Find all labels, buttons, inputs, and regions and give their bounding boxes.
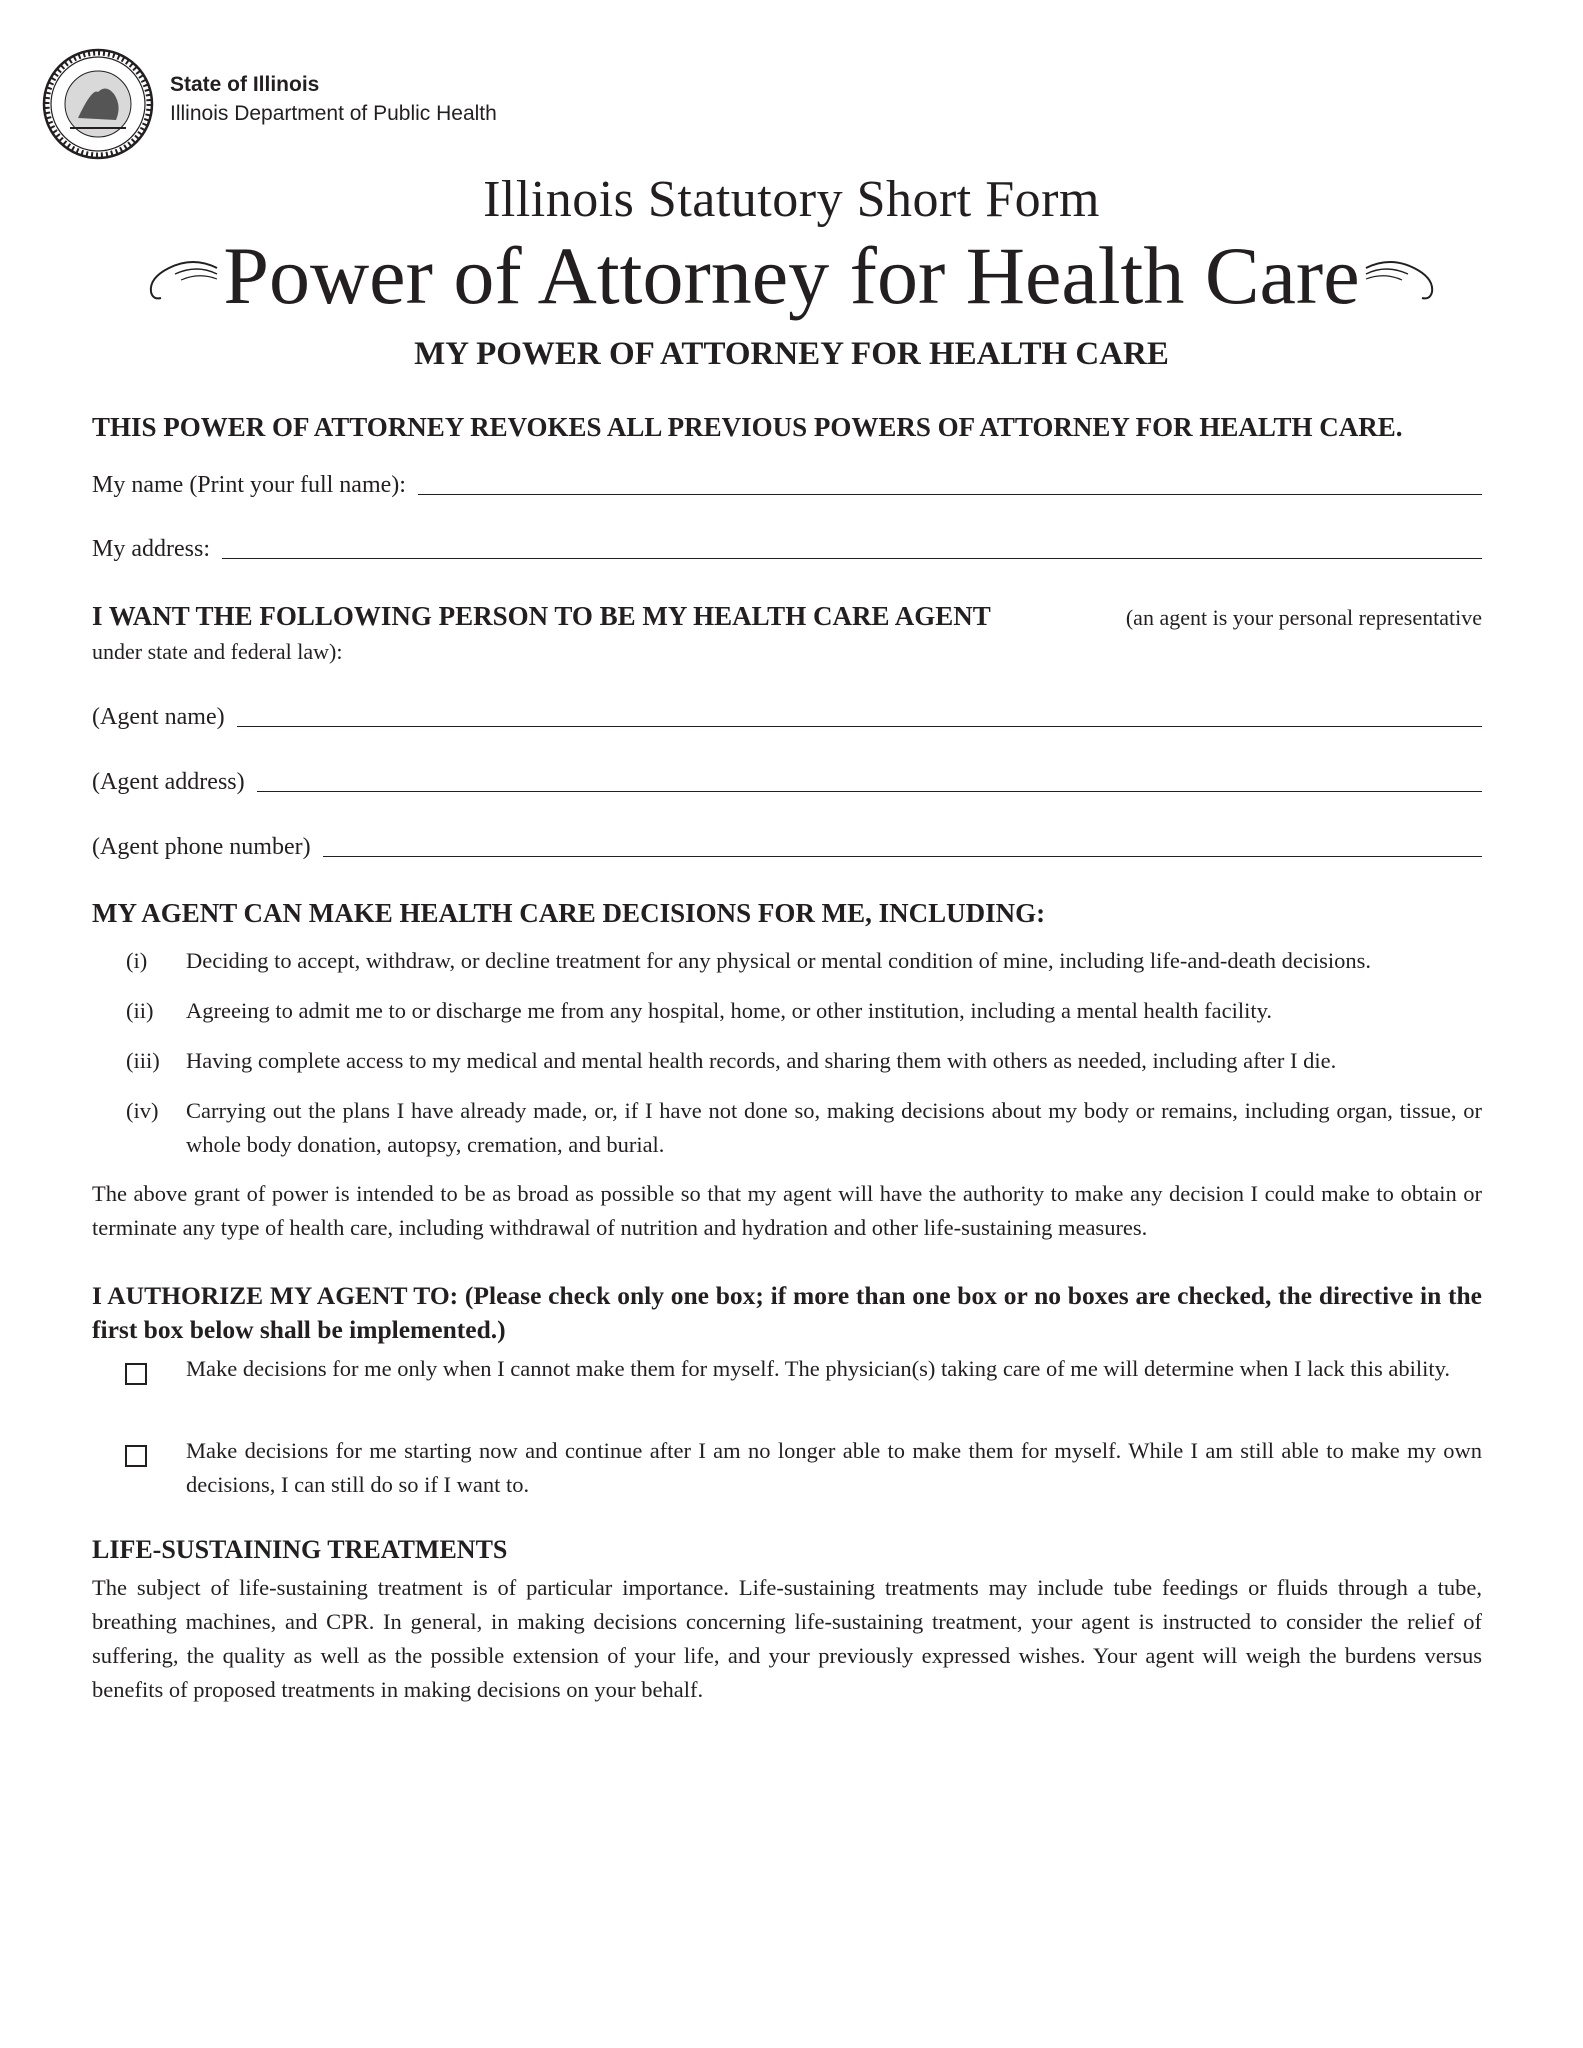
agent-phone-field[interactable] — [92, 832, 1482, 861]
option-1-checkbox[interactable] — [125, 1363, 147, 1385]
life-sustaining-heading: LIFE-SUSTAINING TREATMENTS — [92, 1535, 508, 1564]
decision-text: Deciding to accept, withdraw, or decline treatment for any physical or mental condition of mine, including life-and-death decisions. — [186, 948, 1372, 973]
illinois-state-seal — [42, 48, 154, 160]
department-name: Illinois Department of Public Health — [170, 102, 497, 125]
agent-phone-line[interactable] — [323, 832, 1482, 857]
agent-phone-label: (Agent phone number) — [92, 834, 311, 860]
revocation-statement: THIS POWER OF ATTORNEY REVOKES ALL PREVIOUS POWERS OF ATTORNEY FOR HEALTH CARE. — [92, 412, 1403, 442]
decision-number: (iv) — [126, 1098, 159, 1123]
option-1-text: Make decisions for me only when I cannot make them for myself. The physician(s) taking care of me will determine when I lack this ability. — [186, 1356, 1450, 1381]
left-flourish-icon — [141, 254, 221, 304]
principal-name-field[interactable] — [92, 470, 1482, 499]
life-sustaining-paragraph: The subject of life-sustaining treatment is of particular importance. Life-sustaining treatments may include tube feedings or fluids through a tube, breathing machines, and CPR. In general, in making decisions concerning life-sustaining treatment, your agent is instructed to consider the relief of suffering, the quality as well as the possible extension of your life, and your previously expressed wishes. Your agent will weigh the burdens versus benefits of proposed treatments in making decisions on your behalf. — [92, 1575, 1482, 1702]
principal-name-line[interactable] — [418, 470, 1482, 495]
principal-address-line[interactable] — [222, 534, 1482, 559]
agent-heading-block — [92, 601, 1482, 669]
grant-paragraph: The above grant of power is intended to be as broad as possible so that my agent will have the authority to make any decision I could make to obtain or terminate any type of health care, including withdrawal of nutrition and hydration and other life-sustaining measures. — [92, 1181, 1482, 1240]
option-2-text: Make decisions for me starting now and continue after I am no longer able to make them for myself. While I am still able to make my own decisions, I can still do so if I want to. — [186, 1438, 1482, 1497]
decision-text: Carrying out the plans I have already made, or, if I have not done so, making decisions about my body or remains, including organ, tissue, or whole body donation, autopsy, cremation, and burial. — [186, 1098, 1482, 1157]
agent-name-field[interactable] — [92, 702, 1482, 731]
decision-number: (i) — [126, 948, 148, 973]
main-heading: MY POWER OF ATTORNEY FOR HEALTH CARE — [414, 336, 1169, 372]
agent-address-label: (Agent address) — [92, 769, 245, 795]
decision-number: (ii) — [126, 998, 154, 1023]
agent-name-line[interactable] — [237, 702, 1482, 727]
option-2-checkbox[interactable] — [125, 1445, 147, 1467]
decision-number: (iii) — [126, 1048, 160, 1073]
agent-address-field[interactable] — [92, 767, 1482, 796]
form-title-text: Power of Attorney for Health Care — [223, 230, 1360, 321]
right-flourish-icon — [1362, 254, 1442, 304]
principal-address-label: My address: — [92, 536, 210, 562]
agency-block — [170, 70, 497, 128]
state-name: State of Illinois — [170, 73, 320, 96]
form-title-line1: Illinois Statutory Short Form — [483, 171, 1100, 228]
decision-text: Agreeing to admit me to or discharge me from any hospital, home, or other institution, including a mental health facility. — [186, 998, 1272, 1023]
agent-heading: I WANT THE FOLLOWING PERSON TO BE MY HEALTH CARE AGENT — [92, 601, 991, 631]
principal-address-field[interactable] — [92, 534, 1482, 563]
decision-text: Having complete access to my medical and mental health records, and sharing them with others as needed, including after I die. — [186, 1048, 1337, 1073]
authorize-heading: I AUTHORIZE MY AGENT TO: (Please check only one box; if more than one box or no boxes are checked, the directive in the first box below shall be implemented.) — [92, 1281, 1482, 1344]
agent-note-line1: (an agent is your personal representative — [1125, 605, 1482, 630]
form-title-line2 — [223, 228, 1359, 324]
decisions-heading: MY AGENT CAN MAKE HEALTH CARE DECISIONS FOR ME, INCLUDING: — [92, 898, 1046, 928]
principal-name-label: My name (Print your full name): — [92, 472, 406, 498]
agent-name-label: (Agent name) — [92, 704, 225, 730]
agent-note-line2: under state and federal law): — [92, 639, 343, 664]
agent-address-line[interactable] — [257, 767, 1482, 792]
